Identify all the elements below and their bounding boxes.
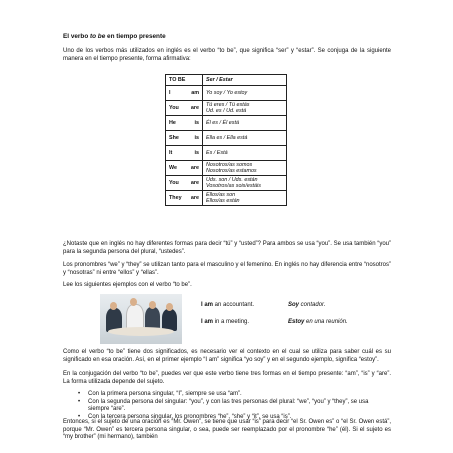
photo-table [108,327,174,336]
photo-head-4 [166,303,173,311]
conjugation-row [166,101,287,116]
title-text-post: en tiempo presente [105,33,166,40]
translation-line: Tú eres / Tú estás [206,101,250,108]
subject-verb: is [194,134,199,141]
subject-pronoun: We [169,164,177,171]
example-2-english-bold: I am [201,319,214,325]
subject-verb: are [190,194,199,201]
example-2-spanish [288,319,348,325]
subject-cell [166,146,203,161]
subject-pronoun: They [169,194,182,201]
subject-pronoun: He [169,119,176,126]
bullet-item: • Con la primera persona singular, “I”, siempre se usa “am”. [78,391,388,399]
translation-line: Ud. es / Ud. está [206,108,247,114]
example-2-spanish-rest: en una reunión. [304,319,348,325]
subject-cell [166,86,203,101]
bullet-item: • Con la segunda persona del singular: “you”, y con las tres personas del plural: “we”, “you” y “they”, se usa siempre “are”. [78,399,388,414]
example-2-spanish-bold: Estoy [288,319,305,325]
subject-cell [166,131,203,146]
conjugation-row [166,191,287,206]
conjugation-row [166,131,287,146]
translation-cell [203,191,287,206]
example-2-english-rest: in a meeting. [213,319,250,325]
header-subject-cell: TO BE [166,75,203,86]
translation-line: Nosotros/as somos [206,161,253,168]
subject-pronoun: It [169,149,173,156]
examples-intro-paragraph: Lee los siguientes ejemplos con el verbo “to be”. [63,282,192,288]
owen-paragraph: Entonces, si el sujeto de una oración es “Mr. Owen”, se tiene que usar “is” para decir “el Sr. Owen es” o “el Sr. Owen está”, porque “Mr. Owen” es tercera persona singular, o sea, puede ser reemplazado por el pronombre “he” (él). Si el sujeto es “my brother” (mi hermano), también [63,419,391,441]
usage-bullet-list [78,391,388,421]
example-1-spanish-rest: contador. [299,302,326,308]
photo-head-2 [130,298,137,306]
subject-cell [166,116,203,131]
subject-verb: are [190,179,199,186]
translation-cell [203,101,287,116]
meeting-photo [100,294,182,344]
conjugation-table [165,74,287,206]
translation-cell [203,116,287,131]
translation-line: Ellos/as están [206,198,240,204]
bullet-item: • Con la tercera persona singular, los pronombres “he”, “she” y “it”, se usa “is”. [78,414,388,422]
subject-cell [166,191,203,206]
subject-verb: is [194,119,199,126]
photo-head-1 [110,302,117,310]
example-2-english [201,319,249,325]
subject-pronoun: You [169,179,179,186]
title-text-verb: to be [90,33,106,40]
subject-cell [166,161,203,176]
subject-verb: are [190,104,199,111]
intro-paragraph: Uno de los verbos más utilizados en inglés es el verbo “to be”, que significa “ser” y “estar”. Se conjuga de la siguiente manera en el tiempo presente, forma afirmativa: [63,48,391,62]
subject-pronoun: She [169,134,179,141]
translation-cell [203,176,287,191]
conjugation-row [166,146,287,161]
translation-line: Yo soy / Yo estoy [206,89,248,96]
example-1-english-rest: an accountant. [213,302,255,308]
context-paragraph: Como el verbo “to be” tiene dos significados, es necesario ver el contexto en el cual se utiliza para saber cuál es su significado en esa oración. Así, en el primer ejemplo “I am” significa “yo soy” y en el segundo ejemplo, significa “estoy”. [63,349,391,363]
translation-line: Nosotros/as estamos [206,168,257,174]
example-1-english [201,302,254,308]
header-form-cell: Ser / Estar [203,75,287,86]
translation-cell [203,146,287,161]
translation-line: Es / Está [206,149,228,156]
subject-pronoun: I [169,89,171,96]
photo-head-3 [149,301,156,309]
you-note-paragraph: ¿Notaste que en inglés no hay diferentes formas para decir “tú” y “usted”? Para ambos se usa “you”. Se usa también “you” para la segunda persona del plural, “ustedes”. [63,241,391,255]
subject-verb: am [191,89,199,96]
translation-line: Ellos/as son [206,191,236,198]
translation-line: Uds. son / Uds. están [206,176,258,183]
translation-cell [203,86,287,101]
conjugation-row [166,161,287,176]
example-1-spanish-bold: Soy [288,302,300,308]
example-1-spanish [288,302,325,308]
subject-cell [166,176,203,191]
conjugation-row [166,176,287,191]
conjugation-row [166,116,287,131]
subject-cell [166,101,203,116]
pronouns-paragraph: Los pronombres “we” y “they” se utilizan tanto para el masculino y el femenino. En inglés no hay diferencia entre “nosotros” y “nosotras” ni entre “ellos” y “ellas”. [63,262,391,276]
translation-cell [203,161,287,176]
translation-line: Ella es / Ella está [206,134,248,141]
translation-line: Él es / Él está [206,119,239,126]
conjugation-header-row [166,75,287,86]
title-text-pre: El verbo [63,33,90,40]
translation-line: Vosotros/as sois/estáis [206,183,261,189]
subject-verb: is [194,149,199,156]
subject-pronoun: You [169,104,179,111]
forms-paragraph: En la conjugación del verbo “to be”, puedes ver que este verbo tiene tres formas en el tiempo presente: “am”, “is” y “are”. La forma utilizada depende del sujeto. [63,371,391,385]
example-1-english-bold: I am [201,302,214,308]
translation-cell [203,131,287,146]
section-title [63,33,166,40]
conjugation-row [166,86,287,101]
subject-verb: are [190,164,199,171]
